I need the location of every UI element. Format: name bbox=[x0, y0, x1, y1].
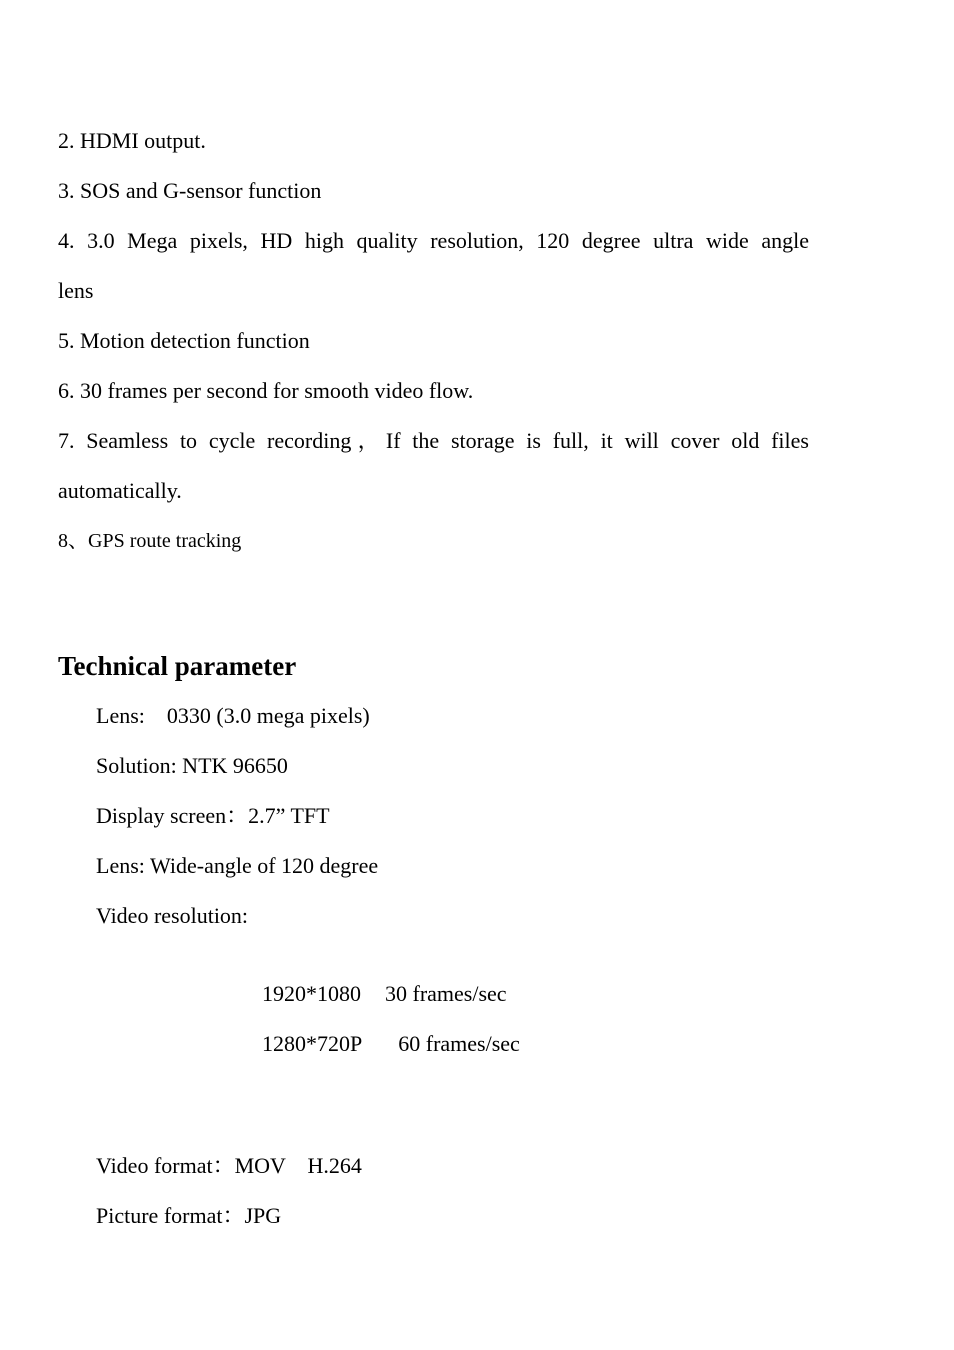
feature-item-cycle-recording-continued: automatically. bbox=[58, 478, 182, 503]
feature-item-frames: 6. 30 frames per second for smooth video flow. bbox=[58, 378, 474, 403]
resolution-row bbox=[240, 1002, 520, 1086]
param-video-resolution-label: Video resolution: bbox=[96, 903, 249, 928]
feature-item-motion: 5. Motion detection function bbox=[58, 328, 310, 353]
feature-item-gps: 8、GPS route tracking bbox=[58, 530, 242, 552]
resolution-size: 1280*720P bbox=[262, 1031, 363, 1056]
param-lens: Lens: 0330 (3.0 mega pixels) bbox=[96, 703, 370, 728]
feature-item-megapixels-continued: lens bbox=[58, 278, 94, 303]
resolution-size: 1920*1080 bbox=[262, 981, 361, 1006]
param-video-format: Video format：MOV H.264 bbox=[96, 1153, 362, 1178]
feature-item-hdmi: 2. HDMI output. bbox=[58, 128, 206, 153]
feature-item-cycle-recording: 7. Seamless to cycle recording，If the storage is full, it will cover old files bbox=[58, 428, 809, 453]
param-solution: Solution: NTK 96650 bbox=[96, 753, 288, 778]
feature-item-sos: 3. SOS and G-sensor function bbox=[58, 178, 322, 203]
resolution-rate: 60 frames/sec bbox=[398, 1031, 520, 1056]
param-lens-angle: Lens: Wide-angle of 120 degree bbox=[96, 853, 379, 878]
param-picture-format: Picture format：JPG bbox=[96, 1203, 282, 1228]
section-heading-technical: Technical parameter bbox=[58, 651, 297, 681]
resolution-rate: 30 frames/sec bbox=[385, 981, 507, 1006]
param-display-screen: Display screen：2.7” TFT bbox=[96, 803, 330, 828]
feature-item-megapixels: 4. 3.0 Mega pixels, HD high quality resolution, 120 degree ultra wide angle bbox=[58, 228, 809, 253]
